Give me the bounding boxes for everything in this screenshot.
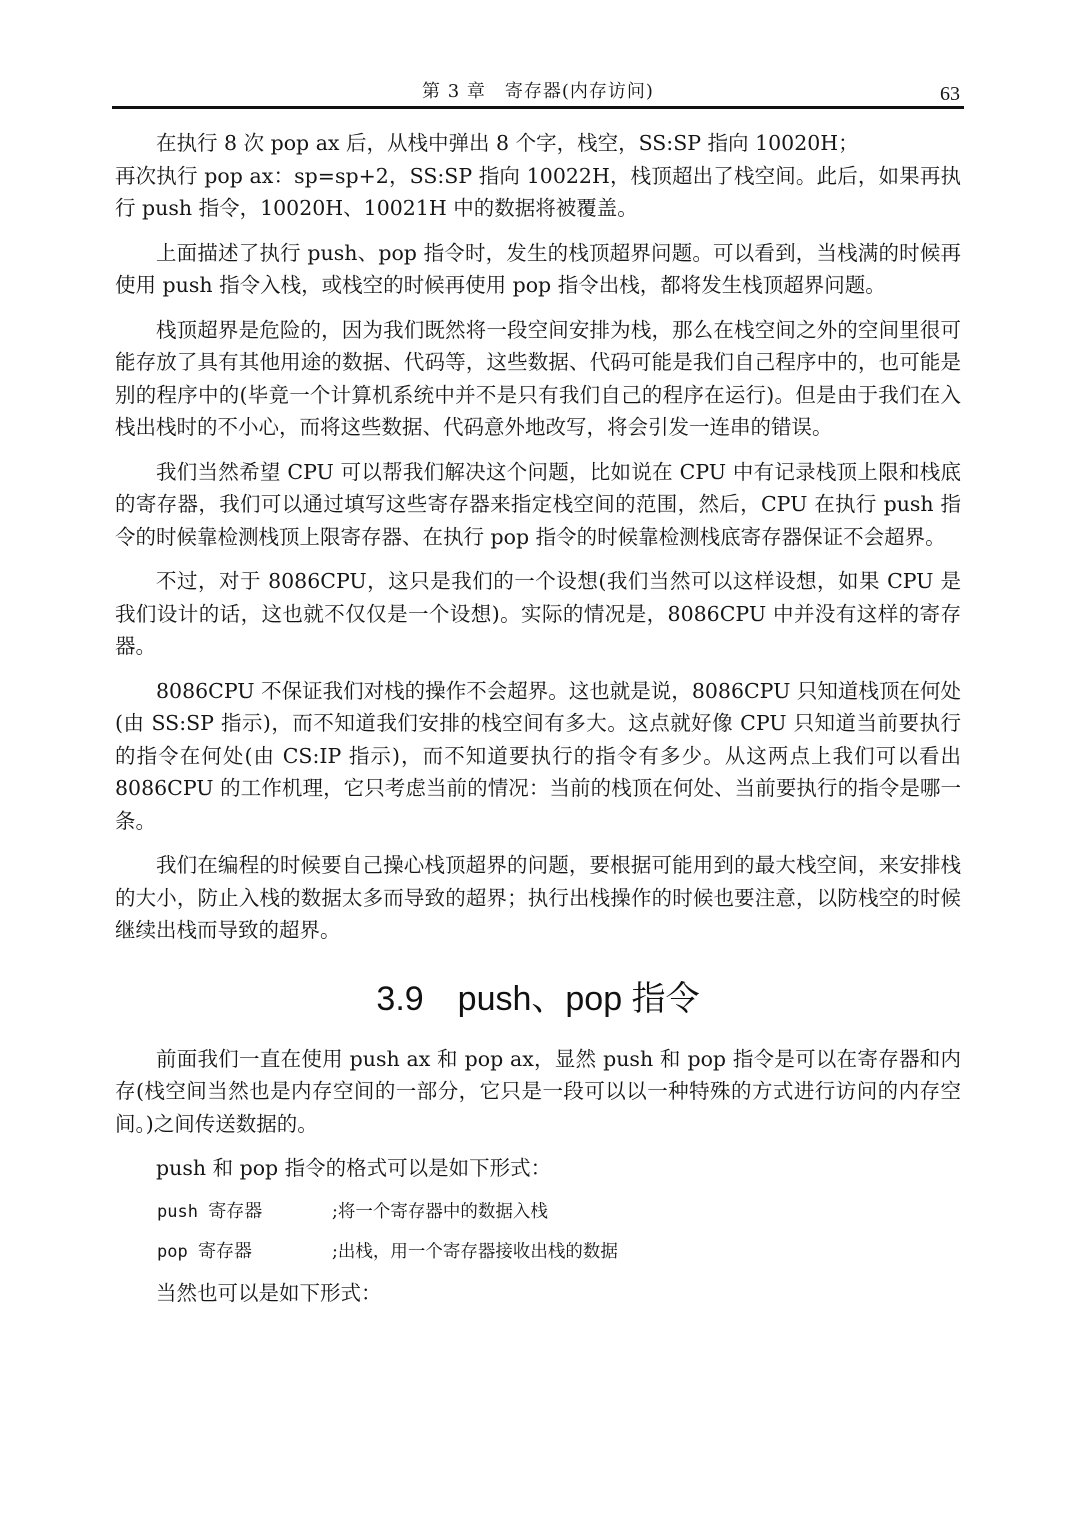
paragraph-line: 在执行 8 次 pop ax 后，从栈中弹出 8 个字，栈空，SS:SP 指向 10020H； — [156, 131, 859, 155]
format-intro: push 和 pop 指令的格式可以是如下形式： — [156, 1156, 552, 1180]
instruction-mnemonic: pop — [157, 1241, 188, 1262]
body-text — [115, 127, 961, 1309]
chapter-title: 第 3 章 寄存器(内存访问) — [422, 81, 654, 102]
paragraph — [115, 127, 961, 225]
section-heading — [115, 975, 961, 1023]
paragraph: 前面我们一直在使用 push ax 和 pop ax，显然 push 和 pop 指令是可以在寄存器和内存(栈空间当然也是内存空间的一部分，它只是一段可以以一种特殊的方式进行访问的内存空间。)之间传送数据的。 — [115, 1046, 961, 1136]
instruction-syntax — [157, 1237, 332, 1267]
section-number: 3.9 — [376, 979, 424, 1018]
instruction-syntax — [157, 1197, 332, 1227]
instruction-comment: ;将一个寄存器中的数据入栈 — [332, 1201, 548, 1222]
section-title: push、pop 指令 — [457, 979, 700, 1018]
instruction-operand: 寄存器 — [208, 1200, 263, 1222]
paragraph: 我们在编程的时候要自己操心栈顶超界的问题，要根据可能用到的最大栈空间，来安排栈的大小，防止入栈的数据太多而导致的超界；执行出栈操作的时候也要注意，以防栈空的时候继续出栈而导致的超界。 — [115, 853, 961, 942]
trailing-text: 当然也可以是如下形式： — [156, 1280, 382, 1305]
header-rule — [112, 106, 964, 109]
paragraph: 栈顶超界是危险的，因为我们既然将一段空间安排为栈，那么在栈空间之外的空间里很可能存放了具有其他用途的数据、代码等，这些数据、代码可能是我们自己程序中的，也可能是别的程序中的(毕竟一个计算机系统中并不是只有我们自己的程序在运行)。但是由于我们在入栈出栈时的不小心，而将这些数据、代码意外地改写，将会引发一连串的错误。 — [115, 317, 961, 439]
running-header — [112, 78, 964, 106]
page-number: 63 — [940, 83, 960, 105]
instruction-comment: ;出栈，用一个寄存器接收出栈的数据 — [332, 1241, 618, 1262]
paragraph: 我们当然希望 CPU 可以帮我们解决这个问题，比如说在 CPU 中有记录栈顶上限和栈底的寄存器，我们可以通过填写这些寄存器来指定栈空间的范围，然后，CPU 在执行 push 指令的时候靠检测栈顶上限寄存器、在执行 pop 指令的时候靠检测栈底寄存器保证不会超界。 — [115, 459, 961, 549]
instruction-format-line — [115, 1237, 961, 1267]
paragraph-line: 再次执行 pop ax：sp=sp+2，SS:SP 指向 10022H，栈顶超出了栈空间。此后，如果再执行 push 指令，10020H、10021H 中的数据将被覆盖。 — [115, 163, 961, 220]
instruction-mnemonic: push — [157, 1201, 198, 1222]
paragraph: 不过，对于 8086CPU，这只是我们的一个设想(我们当然可以这样设想，如果 CPU 是我们设计的话，这也就不仅仅是一个设想)。实际的情况是，8086CPU 中并没有这样的寄存器。 — [115, 569, 961, 658]
instruction-operand: 寄存器 — [197, 1240, 252, 1262]
paragraph: 8086CPU 不保证我们对栈的操作不会超界。这也就是说，8086CPU 只知道栈顶在何处(由 SS:SP 指示)，而不知道我们安排的栈空间有多大。这点就好像 CPU 只知道当前要执行的指令在何处(由 CS:IP 指示)，而不知道要执行的指令有多少。从这两点上我们可以看出 8086CPU 的工作机理，它只考虑当前的情况：当前的栈顶在何处、当前要执行的指令是哪一条。 — [115, 678, 961, 833]
instruction-format-line — [115, 1197, 961, 1227]
paragraph: 上面描述了执行 push、pop 指令时，发生的栈顶超界问题。可以看到，当栈满的时候再使用 push 指令入栈，或栈空的时候再使用 pop 指令出栈，都将发生栈顶超界问题。 — [115, 240, 961, 297]
